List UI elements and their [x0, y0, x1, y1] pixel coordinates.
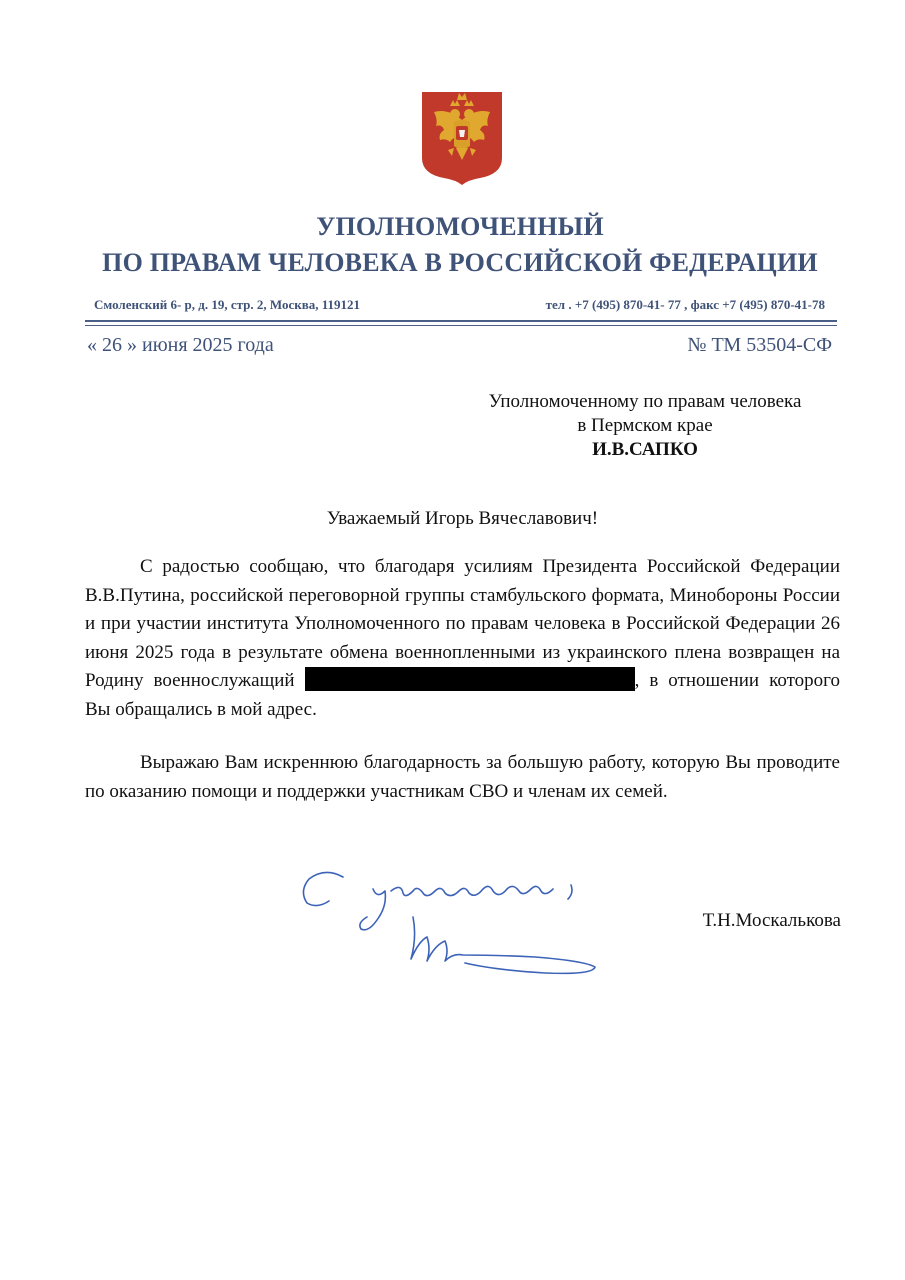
addressee-title: Уполномоченному по правам человека	[488, 391, 802, 412]
addressee-region: в Пермском крае	[577, 415, 713, 436]
coat-of-arms-emblem	[420, 90, 504, 186]
paragraph-1-continuation: , в отношении которого Вы обращались в мой адрес.	[85, 670, 840, 720]
header-divider	[85, 320, 837, 322]
organization-title-line2: ПО ПРАВАМ ЧЕЛОВЕКА В РОССИЙСКОЙ ФЕДЕРАЦИИ	[102, 248, 818, 277]
paragraph-1-text: С радостью сообщаю, что благодаря усилиям Президента Российской Федерации В.В.Путина, российской переговорной группы стамбульского формата, Минобороны России и при участии института Уполномоченного по правам человека в Российской Федерации 26 июня 2025 года в результате обмена военнопленными из украинского плена возвращен на Родину военнослужащий	[85, 556, 840, 692]
header-divider-thin	[85, 325, 837, 326]
registration-number: № ТМ 53504-СФ	[687, 334, 832, 356]
salutation: Уважаемый Игорь Вячеславович!	[326, 508, 599, 529]
handwritten-signature	[295, 855, 615, 980]
letter-paragraph-1	[85, 553, 840, 725]
redacted-name-block	[305, 667, 635, 691]
office-contacts: тел . +7 (495) 870-41- 77 , факс +7 (495) 870-41-78	[545, 297, 825, 312]
addressee-name: И.В.САПКО	[592, 439, 698, 460]
office-address: Смоленский 6- р, д. 19, стр. 2, Москва, 119121	[94, 297, 361, 312]
organization-title-line1: УПОЛНОМОЧЕННЫЙ	[316, 212, 604, 241]
letter-date: « 26 » июня 2025 года	[87, 334, 274, 356]
paragraph-2-text: Выражаю Вам искреннюю благодарность за большую работу, которую Вы проводите по оказанию помощи и поддержки участникам СВО и членам их семей.	[85, 752, 840, 802]
letter-paragraph-2	[85, 749, 840, 806]
signer-name: Т.Н.Москалькова	[702, 910, 841, 931]
